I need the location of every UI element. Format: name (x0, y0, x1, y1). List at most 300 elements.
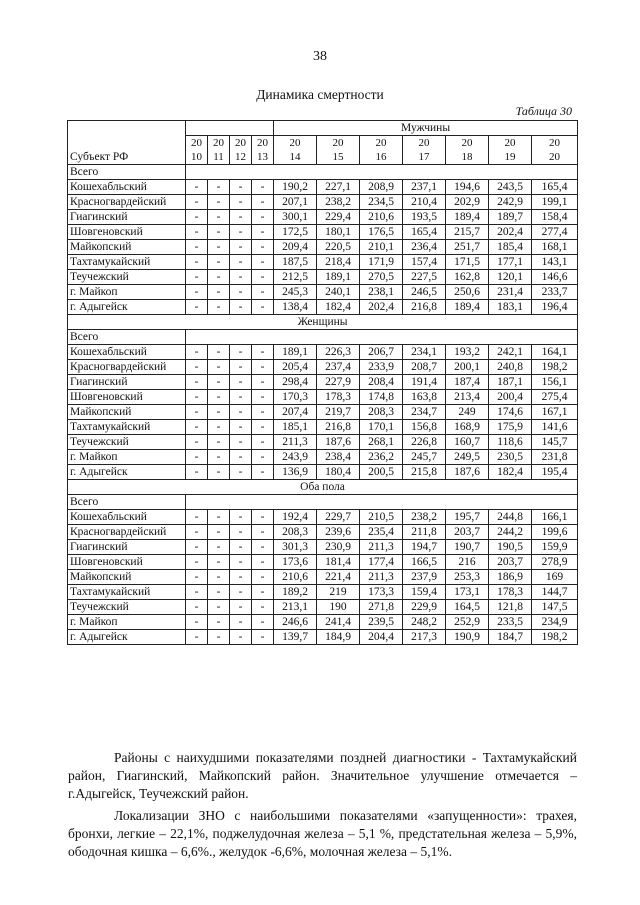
mortality-value: 239,5 (360, 615, 403, 630)
mortality-value: 246,5 (403, 285, 446, 300)
total-empty (186, 165, 578, 180)
mortality-value: 230,9 (317, 540, 360, 555)
mortality-value: 226,8 (403, 435, 446, 450)
mortality-value: 164,5 (446, 600, 489, 615)
table-row (68, 555, 578, 570)
mortality-value: 195,7 (446, 510, 489, 525)
empty-value-dash: - (230, 600, 252, 615)
mortality-value: 187,5 (274, 255, 317, 270)
mortality-value: 251,7 (446, 240, 489, 255)
mortality-value: 200,5 (360, 465, 403, 480)
mortality-value: 239,6 (317, 525, 360, 540)
mortality-value: 215,8 (403, 465, 446, 480)
empty-value-dash: - (186, 375, 208, 390)
empty-value-dash: - (252, 570, 274, 585)
region-name: Теучежский (68, 600, 186, 615)
mortality-value: 234,5 (360, 195, 403, 210)
empty-value-dash: - (186, 630, 208, 645)
table-row (68, 180, 578, 195)
mortality-value: 210,6 (360, 210, 403, 225)
empty-value-dash: - (186, 450, 208, 465)
mortality-value: 238,2 (317, 195, 360, 210)
mortality-value: 208,3 (274, 525, 317, 540)
empty-value-dash: - (252, 540, 274, 555)
mortality-value: 268,1 (360, 435, 403, 450)
mortality-value: 243,5 (489, 180, 532, 195)
mortality-value: 190,7 (446, 540, 489, 555)
mortality-value: 226,3 (317, 345, 360, 360)
mortality-value: 174,6 (489, 405, 532, 420)
empty-value-dash: - (186, 195, 208, 210)
mortality-value: 278,9 (532, 555, 578, 570)
header-year-top: 20 (213, 137, 224, 149)
mortality-value: 209,4 (274, 240, 317, 255)
empty-value-dash: - (230, 210, 252, 225)
header-year-top: 20 (257, 137, 268, 149)
table-row (68, 285, 578, 300)
mortality-value: 191,4 (403, 375, 446, 390)
empty-value-dash: - (252, 630, 274, 645)
mortality-value: 245,3 (274, 285, 317, 300)
header-year (360, 136, 403, 165)
region-name: Тахтамукайский (68, 420, 186, 435)
empty-value-dash: - (186, 510, 208, 525)
page-number: 38 (313, 49, 327, 64)
header-year-top: 20 (418, 137, 430, 149)
mortality-value: 164,1 (532, 345, 578, 360)
mortality-value: 300,1 (274, 210, 317, 225)
empty-value-dash: - (208, 390, 230, 405)
header-year-bottom: 11 (213, 151, 224, 163)
mortality-value: 175,9 (489, 420, 532, 435)
empty-value-dash: - (208, 585, 230, 600)
header-row-years (68, 136, 578, 165)
empty-value-dash: - (230, 405, 252, 420)
empty-value-dash: - (230, 375, 252, 390)
mortality-value: 237,9 (403, 570, 446, 585)
mortality-value: 208,4 (360, 375, 403, 390)
empty-value-dash: - (208, 630, 230, 645)
empty-value-dash: - (208, 345, 230, 360)
mortality-value: 139,7 (274, 630, 317, 645)
mortality-value: 236,4 (403, 240, 446, 255)
mortality-value: 182,4 (317, 300, 360, 315)
mortality-value: 121,8 (489, 600, 532, 615)
mortality-value: 271,8 (360, 600, 403, 615)
table-row (68, 255, 578, 270)
mortality-value: 190,2 (274, 180, 317, 195)
empty-value-dash: - (186, 555, 208, 570)
empty-value-dash: - (186, 615, 208, 630)
mortality-value: 233,9 (360, 360, 403, 375)
total-empty (186, 330, 578, 345)
empty-value-dash: - (252, 300, 274, 315)
empty-value-dash: - (208, 510, 230, 525)
table-row (68, 240, 578, 255)
mortality-value: 202,9 (446, 195, 489, 210)
mortality-value: 298,4 (274, 375, 317, 390)
section-title: Оба пола (68, 480, 578, 495)
table-row (68, 510, 578, 525)
table-label: Таблица 30 (515, 104, 572, 118)
mortality-value: 190 (317, 600, 360, 615)
total-label: Всего (68, 330, 186, 345)
mortality-value: 163,8 (403, 390, 446, 405)
mortality-value: 227,5 (403, 270, 446, 285)
mortality-value: 252,9 (446, 615, 489, 630)
header-year (186, 136, 208, 165)
header-men: Мужчины (274, 121, 578, 136)
header-year (489, 136, 532, 165)
mortality-value: 203,7 (446, 525, 489, 540)
mortality-value: 227,1 (317, 180, 360, 195)
header-year-top: 20 (289, 137, 301, 149)
mortality-value: 146,6 (532, 270, 578, 285)
mortality-value: 147,5 (532, 600, 578, 615)
empty-value-dash: - (252, 600, 274, 615)
region-name: Теучежский (68, 435, 186, 450)
region-name: Майкопский (68, 405, 186, 420)
mortality-value: 184,9 (317, 630, 360, 645)
header-year (208, 136, 230, 165)
mortality-value: 173,3 (360, 585, 403, 600)
empty-value-dash: - (230, 285, 252, 300)
mortality-value: 242,1 (489, 345, 532, 360)
table-row (68, 615, 578, 630)
header-subject: Субъект РФ (68, 136, 186, 165)
mortality-value: 156,8 (403, 420, 446, 435)
region-name: г. Адыгейск (68, 300, 186, 315)
empty-value-dash: - (186, 585, 208, 600)
empty-value-dash: - (252, 240, 274, 255)
region-name: г. Майкоп (68, 615, 186, 630)
header-year-top: 20 (375, 137, 387, 149)
mortality-value: 187,6 (446, 465, 489, 480)
header-year-top: 20 (461, 137, 473, 149)
mortality-value: 171,9 (360, 255, 403, 270)
mortality-value: 173,1 (446, 585, 489, 600)
mortality-value: 277,4 (532, 225, 578, 240)
mortality-value: 138,4 (274, 300, 317, 315)
empty-value-dash: - (230, 390, 252, 405)
empty-value-dash: - (186, 285, 208, 300)
mortality-value: 234,1 (403, 345, 446, 360)
table-row (68, 450, 578, 465)
empty-value-dash: - (208, 450, 230, 465)
empty-value-dash: - (230, 630, 252, 645)
table-row (68, 570, 578, 585)
table-row (68, 420, 578, 435)
mortality-value: 241,4 (317, 615, 360, 630)
mortality-value: 177,1 (489, 255, 532, 270)
document-title: Динамика смертности (256, 87, 384, 102)
mortality-value: 189,7 (489, 210, 532, 225)
mortality-value: 244,8 (489, 510, 532, 525)
empty-value-dash: - (208, 570, 230, 585)
empty-value-dash: - (230, 420, 252, 435)
empty-value-dash: - (230, 345, 252, 360)
region-name: Тахтамукайский (68, 255, 186, 270)
region-name: г. Майкоп (68, 450, 186, 465)
mortality-value: 141,6 (532, 420, 578, 435)
table-row (68, 390, 578, 405)
empty-value-dash: - (230, 540, 252, 555)
mortality-value: 240,8 (489, 360, 532, 375)
mortality-value: 189,1 (317, 270, 360, 285)
mortality-value: 216,8 (317, 420, 360, 435)
mortality-value: 199,6 (532, 525, 578, 540)
empty-value-dash: - (230, 570, 252, 585)
header-year-top: 20 (504, 137, 516, 149)
mortality-value: 229,4 (317, 210, 360, 225)
mortality-value: 301,3 (274, 540, 317, 555)
empty-value-dash: - (186, 345, 208, 360)
empty-value-dash: - (186, 405, 208, 420)
table-row (68, 375, 578, 390)
header-year-top: 20 (235, 137, 246, 149)
mortality-value: 211,3 (274, 435, 317, 450)
mortality-value: 166,5 (403, 555, 446, 570)
mortality-value: 275,4 (532, 390, 578, 405)
empty-value-dash: - (186, 435, 208, 450)
mortality-value: 210,5 (360, 510, 403, 525)
empty-value-dash: - (230, 225, 252, 240)
table-row (68, 405, 578, 420)
mortality-value: 180,4 (317, 465, 360, 480)
mortality-value: 237,1 (403, 180, 446, 195)
mortality-value: 187,6 (317, 435, 360, 450)
empty-value-dash: - (230, 300, 252, 315)
section-title-row (68, 315, 578, 330)
empty-value-dash: - (252, 225, 274, 240)
paragraph-late-diagnostics: Районы с наихудшими показателями поздней диагностики - Тахтамукайский район, Гиагинский, Майкопский район. Значительное улучшение отмечается – г.Адыгейск, Теучежский район. (68, 750, 577, 801)
mortality-value: 202,4 (489, 225, 532, 240)
empty-value-dash: - (230, 525, 252, 540)
empty-value-dash: - (208, 405, 230, 420)
mortality-value: 221,4 (317, 570, 360, 585)
empty-value-dash: - (252, 525, 274, 540)
header-year (252, 136, 274, 165)
mortality-value: 250,6 (446, 285, 489, 300)
mortality-value: 216,8 (403, 300, 446, 315)
empty-value-dash: - (230, 615, 252, 630)
table-row (68, 300, 578, 315)
section-title-row (68, 480, 578, 495)
table-row (68, 270, 578, 285)
empty-value-dash: - (252, 180, 274, 195)
mortality-value: 168,9 (446, 420, 489, 435)
mortality-value: 233,7 (532, 285, 578, 300)
total-empty (186, 495, 578, 510)
empty-value-dash: - (208, 420, 230, 435)
empty-value-dash: - (208, 300, 230, 315)
mortality-value: 187,1 (489, 375, 532, 390)
mortality-value: 242,9 (489, 195, 532, 210)
mortality-value: 143,1 (532, 255, 578, 270)
mortality-value: 210,6 (274, 570, 317, 585)
mortality-value: 190,5 (489, 540, 532, 555)
mortality-value: 189,4 (446, 300, 489, 315)
empty-value-dash: - (208, 555, 230, 570)
header-year (317, 136, 360, 165)
empty-value-dash: - (208, 615, 230, 630)
header-year-bottom: 17 (418, 151, 430, 163)
mortality-value: 145,7 (532, 435, 578, 450)
mortality-value: 194,7 (403, 540, 446, 555)
mortality-table (67, 120, 578, 645)
region-name: г. Майкоп (68, 285, 186, 300)
mortality-value: 186,9 (489, 570, 532, 585)
mortality-value: 216 (446, 555, 489, 570)
empty-value-dash: - (208, 270, 230, 285)
mortality-value: 238,2 (403, 510, 446, 525)
mortality-value: 156,1 (532, 375, 578, 390)
empty-value-dash: - (208, 180, 230, 195)
empty-value-dash: - (252, 285, 274, 300)
region-name: Кошехабльский (68, 510, 186, 525)
mortality-value: 204,4 (360, 630, 403, 645)
mortality-value: 235,4 (360, 525, 403, 540)
table-row (68, 345, 578, 360)
mortality-value: 238,1 (360, 285, 403, 300)
empty-value-dash: - (230, 255, 252, 270)
mortality-value: 185,4 (489, 240, 532, 255)
empty-value-dash: - (252, 375, 274, 390)
empty-value-dash: - (252, 405, 274, 420)
mortality-value: 213,1 (274, 600, 317, 615)
empty-value-dash: - (186, 570, 208, 585)
table-row (68, 435, 578, 450)
header-year-top: 20 (332, 137, 344, 149)
region-name: Шовгеновский (68, 555, 186, 570)
empty-value-dash: - (186, 525, 208, 540)
mortality-value: 170,1 (360, 420, 403, 435)
mortality-value: 200,4 (489, 390, 532, 405)
table-row (68, 465, 578, 480)
mortality-value: 238,4 (317, 450, 360, 465)
mortality-value: 227,9 (317, 375, 360, 390)
mortality-value: 189,1 (274, 345, 317, 360)
mortality-value: 177,4 (360, 555, 403, 570)
empty-value-dash: - (252, 420, 274, 435)
empty-value-dash: - (252, 255, 274, 270)
header-year-bottom: 13 (257, 151, 268, 163)
region-name: Гиагинский (68, 540, 186, 555)
mortality-value: 207,4 (274, 405, 317, 420)
empty-value-dash: - (252, 360, 274, 375)
mortality-value: 178,3 (489, 585, 532, 600)
total-label: Всего (68, 165, 186, 180)
region-name: г. Адыгейск (68, 465, 186, 480)
region-name: г. Адыгейск (68, 630, 186, 645)
mortality-value: 144,7 (532, 585, 578, 600)
empty-value-dash: - (186, 420, 208, 435)
mortality-value: 198,2 (532, 360, 578, 375)
mortality-value: 210,4 (403, 195, 446, 210)
empty-value-dash: - (208, 240, 230, 255)
empty-value-dash: - (186, 240, 208, 255)
mortality-value: 184,7 (489, 630, 532, 645)
mortality-value: 185,1 (274, 420, 317, 435)
mortality-value: 213,4 (446, 390, 489, 405)
mortality-value: 157,4 (403, 255, 446, 270)
mortality-value: 193,5 (403, 210, 446, 225)
mortality-value: 189,2 (274, 585, 317, 600)
empty-value-dash: - (230, 465, 252, 480)
mortality-value: 215,7 (446, 225, 489, 240)
empty-value-dash: - (186, 600, 208, 615)
region-name: Шовгеновский (68, 225, 186, 240)
mortality-value: 208,3 (360, 405, 403, 420)
empty-value-dash: - (186, 390, 208, 405)
mortality-value: 234,7 (403, 405, 446, 420)
total-label: Всего (68, 495, 186, 510)
empty-value-dash: - (252, 465, 274, 480)
header-year-bottom: 15 (332, 151, 344, 163)
mortality-value: 231,4 (489, 285, 532, 300)
mortality-value: 183,1 (489, 300, 532, 315)
mortality-value: 196,4 (532, 300, 578, 315)
header-year-bottom: 12 (235, 151, 246, 163)
mortality-value: 218,4 (317, 255, 360, 270)
empty-value-dash: - (208, 540, 230, 555)
mortality-value: 194,6 (446, 180, 489, 195)
mortality-value: 159,9 (532, 540, 578, 555)
empty-value-dash: - (208, 195, 230, 210)
empty-value-dash: - (230, 180, 252, 195)
section-title: Женщины (68, 315, 578, 330)
empty-value-dash: - (208, 210, 230, 225)
mortality-value: 211,3 (360, 540, 403, 555)
mortality-value: 230,5 (489, 450, 532, 465)
empty-value-dash: - (208, 600, 230, 615)
mortality-value: 245,7 (403, 450, 446, 465)
region-name: Кошехабльский (68, 345, 186, 360)
mortality-value: 231,8 (532, 450, 578, 465)
mortality-value: 207,1 (274, 195, 317, 210)
empty-value-dash: - (186, 300, 208, 315)
empty-value-dash: - (252, 435, 274, 450)
mortality-value: 208,7 (403, 360, 446, 375)
mortality-value: 182,4 (489, 465, 532, 480)
empty-value-dash: - (252, 450, 274, 465)
empty-value-dash: - (252, 390, 274, 405)
empty-value-dash: - (252, 585, 274, 600)
region-name: Гиагинский (68, 375, 186, 390)
mortality-value: 181,4 (317, 555, 360, 570)
mortality-value: 199,1 (532, 195, 578, 210)
empty-value-dash: - (208, 375, 230, 390)
empty-value-dash: - (252, 345, 274, 360)
header-blank (68, 121, 186, 136)
mortality-value: 243,9 (274, 450, 317, 465)
region-name: Гиагинский (68, 210, 186, 225)
mortality-value: 244,2 (489, 525, 532, 540)
mortality-value: 219 (317, 585, 360, 600)
mortality-value: 171,5 (446, 255, 489, 270)
table-row (68, 225, 578, 240)
total-row (68, 495, 578, 510)
empty-value-dash: - (230, 510, 252, 525)
mortality-value: 193,2 (446, 345, 489, 360)
mortality-value: 253,3 (446, 570, 489, 585)
header-year (532, 136, 578, 165)
header-year-top: 20 (549, 137, 561, 149)
mortality-value: 158,4 (532, 210, 578, 225)
mortality-value: 169 (532, 570, 578, 585)
mortality-value: 246,6 (274, 615, 317, 630)
mortality-value: 208,9 (360, 180, 403, 195)
